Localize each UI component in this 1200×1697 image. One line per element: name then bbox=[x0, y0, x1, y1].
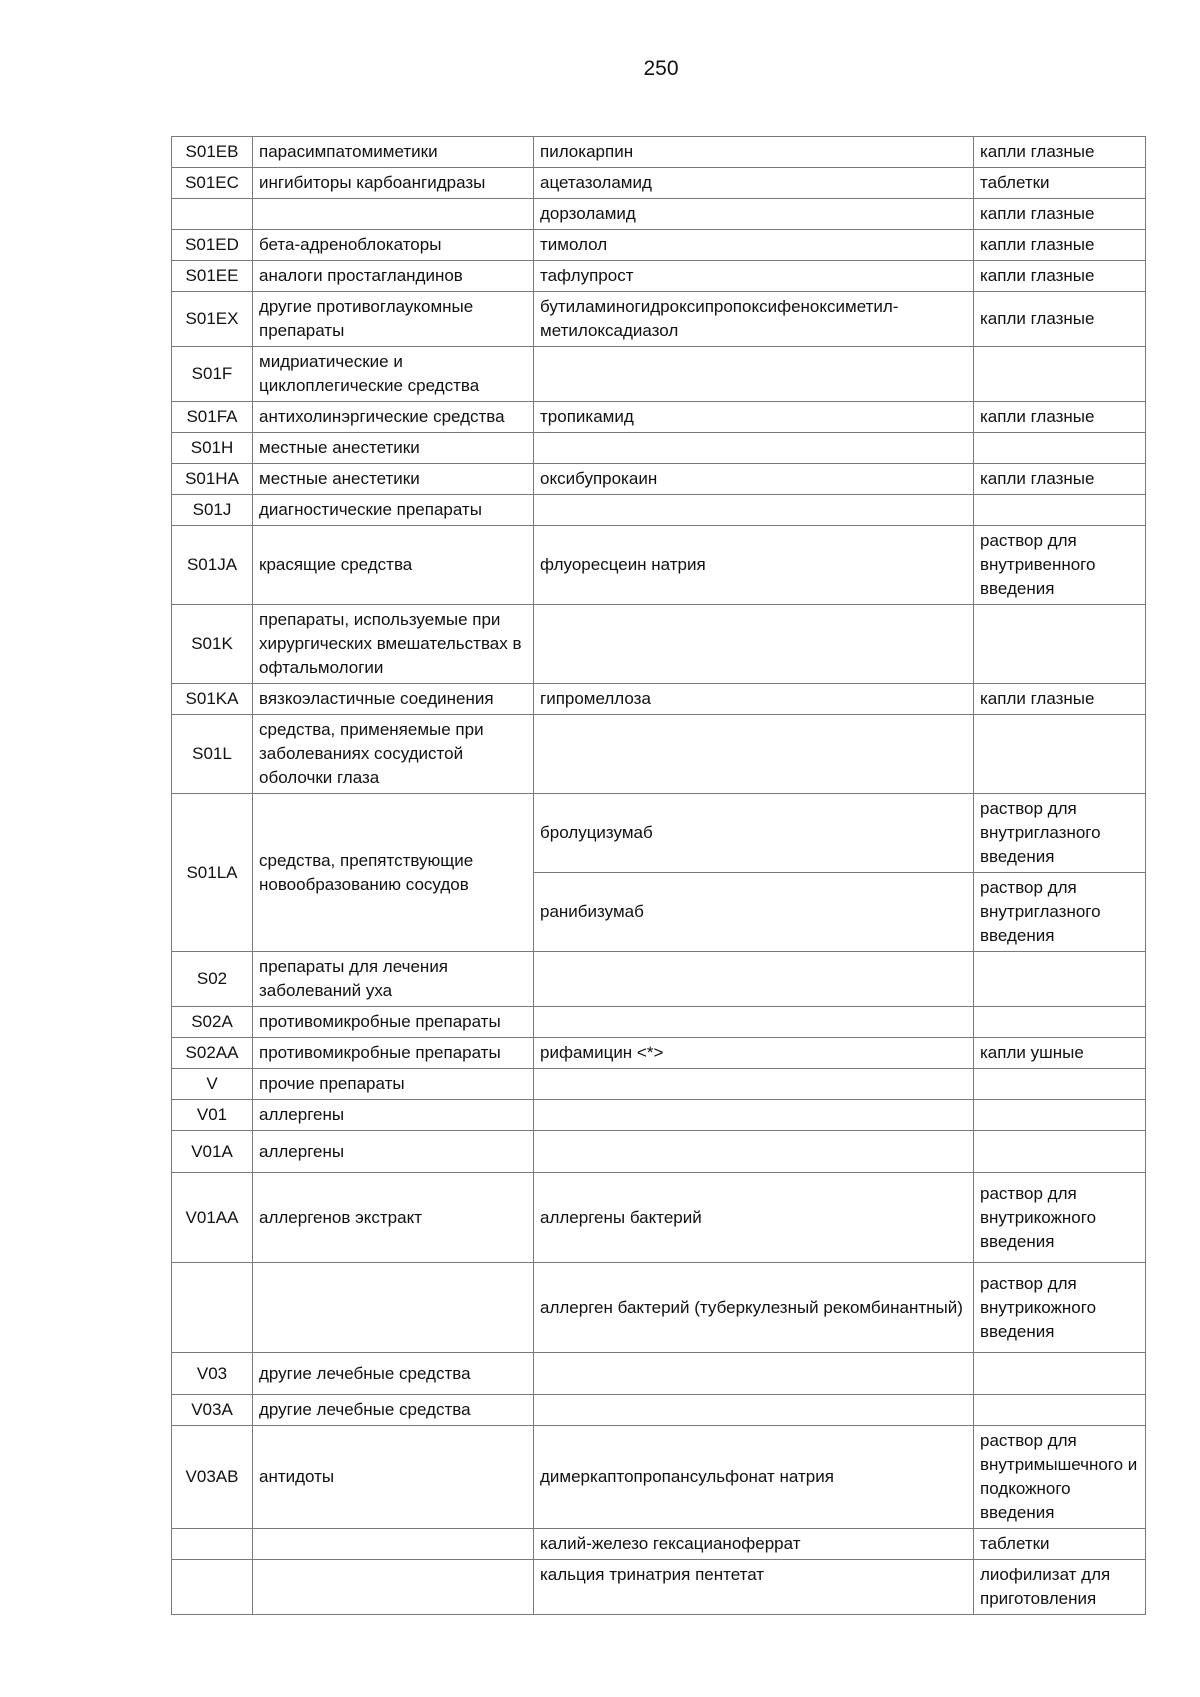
substance-cell bbox=[534, 1100, 974, 1131]
dosage-form-cell bbox=[974, 1131, 1146, 1173]
substance-cell bbox=[534, 1131, 974, 1173]
group-cell: прочие препараты bbox=[253, 1069, 534, 1100]
group-cell bbox=[253, 199, 534, 230]
dosage-form-cell: капли глазные bbox=[974, 292, 1146, 347]
atc-code-cell: S01ED bbox=[172, 230, 253, 261]
group-cell: местные анестетики bbox=[253, 433, 534, 464]
table-row bbox=[172, 1353, 1146, 1395]
substance-cell: тропикамид bbox=[534, 402, 974, 433]
dosage-form-cell: капли глазные bbox=[974, 261, 1146, 292]
substance-cell: флуоресцеин натрия bbox=[534, 526, 974, 605]
substance-cell bbox=[534, 347, 974, 402]
dosage-form-cell: капли глазные bbox=[974, 464, 1146, 495]
substance-cell bbox=[534, 952, 974, 1007]
group-cell: аллергены bbox=[253, 1100, 534, 1131]
group-cell bbox=[253, 1560, 534, 1615]
table-row bbox=[172, 292, 1146, 347]
atc-code-cell bbox=[172, 199, 253, 230]
dosage-form-cell bbox=[974, 605, 1146, 684]
dosage-form-cell bbox=[974, 952, 1146, 1007]
dosage-form-cell: раствор для внутриглазного введения bbox=[974, 873, 1146, 952]
substance-cell bbox=[534, 715, 974, 794]
dosage-form-cell: лиофилизат для приготовления bbox=[974, 1560, 1146, 1615]
substance-cell: калий-железо гексацианоферрат bbox=[534, 1529, 974, 1560]
atc-code-cell: S01FA bbox=[172, 402, 253, 433]
dosage-form-cell: раствор для внутриглазного введения bbox=[974, 794, 1146, 873]
substance-cell: ранибизумаб bbox=[534, 873, 974, 952]
table-row bbox=[172, 137, 1146, 168]
dosage-form-cell: капли глазные bbox=[974, 230, 1146, 261]
atc-code-cell: S01KA bbox=[172, 684, 253, 715]
atc-code-cell: S01EE bbox=[172, 261, 253, 292]
atc-code-cell: S02AA bbox=[172, 1038, 253, 1069]
dosage-form-cell bbox=[974, 495, 1146, 526]
atc-code-cell: V01 bbox=[172, 1100, 253, 1131]
group-cell bbox=[253, 1263, 534, 1353]
substance-cell bbox=[534, 1353, 974, 1395]
group-cell: мидриатические и циклоплегические средства bbox=[253, 347, 534, 402]
dosage-form-cell: раствор для внутрикожного введения bbox=[974, 1173, 1146, 1263]
atc-code-cell: S01EC bbox=[172, 168, 253, 199]
table-row bbox=[172, 1173, 1146, 1263]
group-cell: препараты для лечения заболеваний уха bbox=[253, 952, 534, 1007]
substance-cell: кальция тринатрия пентетат bbox=[534, 1560, 974, 1615]
group-cell: парасимпатомиметики bbox=[253, 137, 534, 168]
table-row bbox=[172, 1560, 1146, 1615]
substance-cell: аллерген бактерий (туберкулезный рекомбинантный) bbox=[534, 1263, 974, 1353]
group-cell: антихолинэргические средства bbox=[253, 402, 534, 433]
atc-code-cell: V bbox=[172, 1069, 253, 1100]
dosage-form-cell bbox=[974, 1007, 1146, 1038]
table-row bbox=[172, 1100, 1146, 1131]
drug-table-container bbox=[171, 136, 1145, 1615]
group-cell: аллергены bbox=[253, 1131, 534, 1173]
dosage-form-cell: капли глазные bbox=[974, 684, 1146, 715]
group-cell: антидоты bbox=[253, 1426, 534, 1529]
group-cell: другие противоглаукомные препараты bbox=[253, 292, 534, 347]
table-row bbox=[172, 464, 1146, 495]
substance-cell bbox=[534, 1069, 974, 1100]
group-cell: диагностические препараты bbox=[253, 495, 534, 526]
table-row bbox=[172, 347, 1146, 402]
substance-cell: тимолол bbox=[534, 230, 974, 261]
dosage-form-cell bbox=[974, 1353, 1146, 1395]
substance-cell: пилокарпин bbox=[534, 137, 974, 168]
substance-cell: димеркаптопропансульфонат натрия bbox=[534, 1426, 974, 1529]
group-cell bbox=[253, 1529, 534, 1560]
substance-cell: бутиламиногидроксипропоксифеноксиметил-метилоксадиазол bbox=[534, 292, 974, 347]
atc-code-cell bbox=[172, 1529, 253, 1560]
atc-code-cell: S01F bbox=[172, 347, 253, 402]
atc-code-cell: V01A bbox=[172, 1131, 253, 1173]
page-number: 250 bbox=[643, 57, 679, 80]
table-row bbox=[172, 526, 1146, 605]
table-row bbox=[172, 168, 1146, 199]
table-row bbox=[172, 715, 1146, 794]
dosage-form-cell bbox=[974, 433, 1146, 464]
substance-cell: рифамицин <*> bbox=[534, 1038, 974, 1069]
substance-cell: ацетазоламид bbox=[534, 168, 974, 199]
table-row bbox=[172, 684, 1146, 715]
atc-code-cell: S01H bbox=[172, 433, 253, 464]
group-cell: ингибиторы карбоангидразы bbox=[253, 168, 534, 199]
group-cell: аналоги простагландинов bbox=[253, 261, 534, 292]
group-cell: противомикробные препараты bbox=[253, 1038, 534, 1069]
table-row bbox=[172, 952, 1146, 1007]
dosage-form-cell: капли глазные bbox=[974, 402, 1146, 433]
group-cell: красящие средства bbox=[253, 526, 534, 605]
table-row bbox=[172, 605, 1146, 684]
substance-cell: бролуцизумаб bbox=[534, 794, 974, 873]
atc-code-cell: S01LA bbox=[172, 794, 253, 952]
group-cell: местные анестетики bbox=[253, 464, 534, 495]
atc-code-cell bbox=[172, 1560, 253, 1615]
table-row bbox=[172, 1069, 1146, 1100]
table-row bbox=[172, 433, 1146, 464]
atc-code-cell: S01K bbox=[172, 605, 253, 684]
substance-cell: аллергены бактерий bbox=[534, 1173, 974, 1263]
atc-code-cell: S01JA bbox=[172, 526, 253, 605]
dosage-form-cell bbox=[974, 1069, 1146, 1100]
table-row bbox=[172, 230, 1146, 261]
atc-code-cell: S01HA bbox=[172, 464, 253, 495]
atc-code-cell: V03A bbox=[172, 1395, 253, 1426]
substance-cell bbox=[534, 1395, 974, 1426]
table-row bbox=[172, 1395, 1146, 1426]
table-row bbox=[172, 1038, 1146, 1069]
substance-cell bbox=[534, 605, 974, 684]
table-row bbox=[172, 794, 1146, 873]
atc-code-cell: V03AB bbox=[172, 1426, 253, 1529]
atc-code-cell: S02A bbox=[172, 1007, 253, 1038]
table-row bbox=[172, 1131, 1146, 1173]
dosage-form-cell: капли глазные bbox=[974, 137, 1146, 168]
group-cell: средства, применяемые при заболеваниях сосудистой оболочки глаза bbox=[253, 715, 534, 794]
substance-cell: гипромеллоза bbox=[534, 684, 974, 715]
substance-cell: дорзоламид bbox=[534, 199, 974, 230]
substance-cell bbox=[534, 495, 974, 526]
substance-cell bbox=[534, 1007, 974, 1038]
dosage-form-cell: раствор для внутривенного введения bbox=[974, 526, 1146, 605]
substance-cell: оксибупрокаин bbox=[534, 464, 974, 495]
dosage-form-cell: раствор для внутрикожного введения bbox=[974, 1263, 1146, 1353]
dosage-form-cell: капли ушные bbox=[974, 1038, 1146, 1069]
dosage-form-cell: таблетки bbox=[974, 168, 1146, 199]
dosage-form-cell bbox=[974, 715, 1146, 794]
atc-code-cell: V03 bbox=[172, 1353, 253, 1395]
dosage-form-cell bbox=[974, 347, 1146, 402]
table-row bbox=[172, 1426, 1146, 1529]
atc-code-cell: S01EX bbox=[172, 292, 253, 347]
substance-cell bbox=[534, 433, 974, 464]
table-row bbox=[172, 261, 1146, 292]
substance-cell: тафлупрост bbox=[534, 261, 974, 292]
dosage-form-cell bbox=[974, 1100, 1146, 1131]
group-cell: препараты, используемые при хирургических вмешательствах в офтальмологии bbox=[253, 605, 534, 684]
dosage-form-cell: раствор для внутримышечного и подкожного введения bbox=[974, 1426, 1146, 1529]
atc-code-cell bbox=[172, 1263, 253, 1353]
atc-code-cell: S02 bbox=[172, 952, 253, 1007]
table-row bbox=[172, 1007, 1146, 1038]
atc-code-cell: S01J bbox=[172, 495, 253, 526]
dosage-form-cell: капли глазные bbox=[974, 199, 1146, 230]
group-cell: вязкоэластичные соединения bbox=[253, 684, 534, 715]
table-row bbox=[172, 402, 1146, 433]
table-row bbox=[172, 495, 1146, 526]
group-cell: другие лечебные средства bbox=[253, 1395, 534, 1426]
atc-code-cell: V01AA bbox=[172, 1173, 253, 1263]
dosage-form-cell bbox=[974, 1395, 1146, 1426]
atc-code-cell: S01EB bbox=[172, 137, 253, 168]
group-cell: бета-адреноблокаторы bbox=[253, 230, 534, 261]
dosage-form-cell: таблетки bbox=[974, 1529, 1146, 1560]
group-cell: другие лечебные средства bbox=[253, 1353, 534, 1395]
table-row bbox=[172, 1263, 1146, 1353]
group-cell: аллергенов экстракт bbox=[253, 1173, 534, 1263]
table-row bbox=[172, 199, 1146, 230]
drug-table bbox=[171, 136, 1146, 1615]
group-cell: средства, препятствующие новообразованию сосудов bbox=[253, 794, 534, 952]
table-row bbox=[172, 1529, 1146, 1560]
group-cell: противомикробные препараты bbox=[253, 1007, 534, 1038]
atc-code-cell: S01L bbox=[172, 715, 253, 794]
